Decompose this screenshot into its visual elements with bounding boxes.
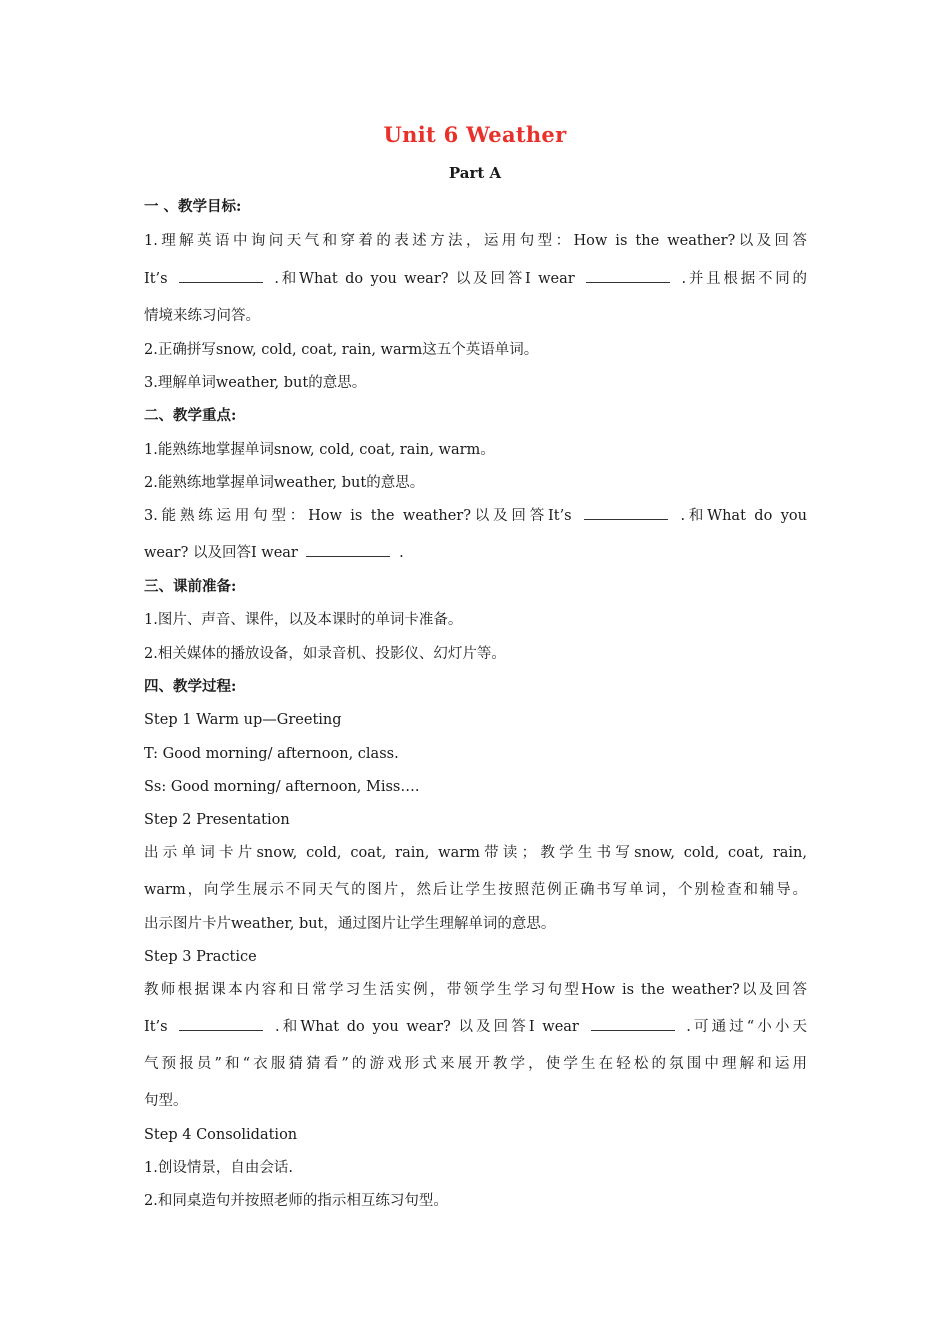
paragraph-line [144, 1157, 807, 1179]
line-text: warm，向学生展示不同天气的图片，然后让学生按照范例正确书写单词，个别检查和辅导。 [144, 882, 807, 898]
paragraph-line [144, 913, 807, 935]
paragraph-line [144, 439, 807, 461]
line-text: 2.和同桌造句并按照老师的指示相互练习句型。 [144, 1193, 448, 1209]
fill-in-blank [584, 505, 668, 520]
heading-text: 二、教学重点: [144, 407, 237, 424]
line-text: Step 1 Warm up—Greeting [144, 712, 342, 728]
line-text: 1.能熟练地掌握单词snow, cold, coat, rain, warm。 [144, 442, 495, 458]
fill-in-blank [306, 542, 390, 557]
paragraph-line [144, 743, 807, 765]
paragraph-line [144, 1124, 807, 1146]
paragraph-line [144, 809, 807, 831]
line-text: 2.相关媒体的播放设备，如录音机、投影仪、幻灯片等。 [144, 646, 506, 662]
line-text: 1.图片、声音、课件，以及本课时的单词卡准备。 [144, 612, 463, 628]
section-heading [144, 676, 807, 698]
line-text: .和What do you [672, 508, 807, 524]
line-text: 出示单词卡片snow, cold, coat, rain, warm带读；教学生书写snow, cold, coat, rain, [144, 845, 807, 861]
document-subtitle: Part A [448, 164, 502, 182]
fill-in-blank [179, 268, 263, 283]
line-text: Step 3 Practice [144, 949, 257, 965]
line-text: .并且根据不同的 [674, 271, 808, 287]
paragraph-line [144, 979, 807, 1001]
line-text: It’s [144, 271, 175, 287]
line-text: 情境来练习问答。 [144, 308, 260, 324]
section-heading [144, 576, 807, 598]
paragraph-line [144, 1053, 807, 1075]
paragraph-line [144, 339, 807, 361]
section-heading [144, 196, 807, 218]
line-text: Step 4 Consolidation [144, 1127, 298, 1143]
line-text: Step 2 Presentation [144, 812, 290, 828]
paragraph-line [144, 1090, 807, 1112]
paragraph-line [144, 305, 807, 327]
paragraph-line [144, 709, 807, 731]
paragraph-line [144, 268, 807, 290]
line-text: . [394, 545, 404, 561]
line-text: 2.能熟练地掌握单词weather, but的意思。 [144, 475, 425, 491]
paragraph-line [144, 472, 807, 494]
paragraph-line [144, 1016, 807, 1038]
line-text: 1.创设情景，自由会话. [144, 1160, 293, 1176]
paragraph-line [144, 372, 807, 394]
fill-in-blank [179, 1016, 263, 1031]
paragraph-line [144, 842, 807, 864]
heading-text: 一 、教学目标: [144, 198, 242, 215]
line-text: .和What do you wear? 以及回答I wear [267, 271, 583, 287]
line-text: wear? 以及回答I wear [144, 545, 303, 561]
heading-text: 三、课前准备: [144, 578, 237, 595]
line-text: T: Good morning/ afternoon, class. [144, 746, 399, 762]
paragraph-line [144, 542, 807, 564]
paragraph-line [144, 1190, 807, 1212]
paragraph-line [144, 609, 807, 631]
heading-text: 四、教学过程: [144, 678, 237, 695]
section-heading [144, 405, 807, 427]
paragraph-line [144, 505, 807, 527]
line-text: It’s [144, 1019, 176, 1035]
paragraph-line [144, 776, 807, 798]
paragraph-line [144, 230, 807, 252]
line-text: 句型。 [144, 1093, 188, 1109]
line-text: .和What do you wear? 以及回答I wear [267, 1019, 587, 1035]
paragraph-line [144, 879, 807, 901]
line-text: Ss: Good morning/ afternoon, Miss…. [144, 779, 420, 795]
line-text: 气预报员”和“衣服猜猜看”的游戏形式来展开教学，使学生在轻松的氛围中理解和运用 [144, 1056, 807, 1072]
line-text: 出示图片卡片weather, but，通过图片让学生理解单词的意思。 [144, 916, 556, 932]
line-text: 1.理解英语中询问天气和穿着的表述方法，运用句型：How is the weather?以及回答 [144, 233, 807, 249]
paragraph-line [144, 946, 807, 968]
document-title: Unit 6 Weather [383, 122, 567, 147]
line-text: 教师根据课本内容和日常学习生活实例，带领学生学习句型How is the weather?以及回答 [144, 982, 807, 998]
fill-in-blank [586, 268, 670, 283]
line-text: .可通过“小小天 [678, 1019, 807, 1035]
line-text: 3.能熟练运用句型：How is the weather?以及回答It’s [144, 508, 581, 524]
line-text: 2.正确拼写snow, cold, coat, rain, warm这五个英语单词。 [144, 342, 539, 358]
line-text: 3.理解单词weather, but的意思。 [144, 375, 367, 391]
paragraph-line [144, 643, 807, 665]
fill-in-blank [591, 1016, 675, 1031]
